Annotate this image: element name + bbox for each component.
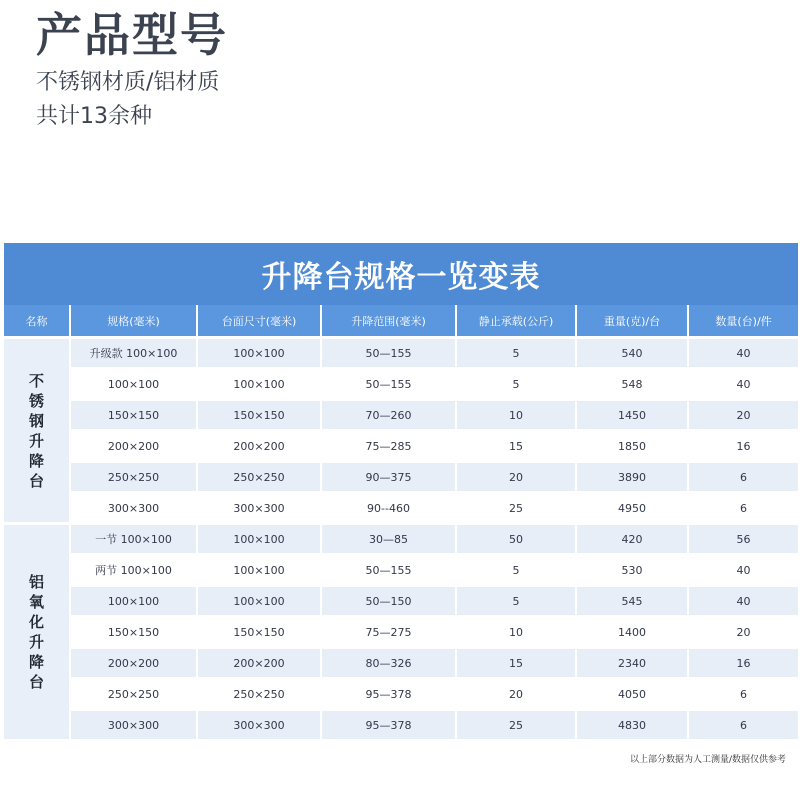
table-row xyxy=(4,679,798,710)
quantity-cell: 16 xyxy=(688,431,798,462)
surface-size-cell: 100×100 xyxy=(197,586,321,617)
surface-size-cell: 100×100 xyxy=(197,369,321,400)
table-row xyxy=(4,400,798,431)
static-load-cell: 20 xyxy=(456,679,576,710)
table-row xyxy=(4,617,798,648)
lift-range-cell: 95—378 xyxy=(321,679,456,710)
surface-size-cell: 200×200 xyxy=(197,431,321,462)
group-name: 不锈钢升降台 xyxy=(28,371,44,490)
spec-cell: 200×200 xyxy=(70,431,197,462)
quantity-cell: 40 xyxy=(688,555,798,586)
lift-range-cell: 90—375 xyxy=(321,462,456,493)
surface-size-cell: 100×100 xyxy=(197,338,321,369)
spec-cell: 150×150 xyxy=(70,400,197,431)
table-title: 升降台规格一览变表 xyxy=(4,243,798,305)
quantity-cell: 6 xyxy=(688,493,798,524)
quantity-cell: 6 xyxy=(688,679,798,710)
table-row xyxy=(4,431,798,462)
spec-cell: 升级款 100×100 xyxy=(70,338,197,369)
static-load-cell: 5 xyxy=(456,338,576,369)
spec-cell: 100×100 xyxy=(70,586,197,617)
surface-size-cell: 300×300 xyxy=(197,710,321,740)
quantity-cell: 6 xyxy=(688,462,798,493)
material-subtitle: 不锈钢材质/铝材质 xyxy=(36,70,220,95)
column-header-quantity: 数量(台)/件 xyxy=(688,305,798,338)
static-load-cell: 25 xyxy=(456,493,576,524)
table-row xyxy=(4,493,798,524)
table-row xyxy=(4,555,798,586)
table-row xyxy=(4,648,798,679)
static-load-cell: 20 xyxy=(456,462,576,493)
weight-cell: 1400 xyxy=(576,617,688,648)
table-row xyxy=(4,710,798,740)
quantity-cell: 20 xyxy=(688,400,798,431)
static-load-cell: 5 xyxy=(456,555,576,586)
spec-cell: 一节 100×100 xyxy=(70,524,197,555)
lift-range-cell: 50—155 xyxy=(321,555,456,586)
weight-cell: 4830 xyxy=(576,710,688,740)
static-load-cell: 10 xyxy=(456,617,576,648)
surface-size-cell: 250×250 xyxy=(197,462,321,493)
column-header-static-load: 静止承载(公斤) xyxy=(456,305,576,338)
column-header-lift-range: 升降范围(毫米) xyxy=(321,305,456,338)
table-row xyxy=(4,462,798,493)
static-load-cell: 5 xyxy=(456,369,576,400)
weight-cell: 1850 xyxy=(576,431,688,462)
weight-cell: 530 xyxy=(576,555,688,586)
column-header-row xyxy=(4,305,798,338)
page-title: 产品型号 xyxy=(36,8,228,62)
static-load-cell: 10 xyxy=(456,400,576,431)
column-header-name: 名称 xyxy=(4,305,70,338)
group-name-cell xyxy=(4,524,70,740)
lift-range-cell: 75—275 xyxy=(321,617,456,648)
weight-cell: 540 xyxy=(576,338,688,369)
surface-size-cell: 250×250 xyxy=(197,679,321,710)
weight-cell: 548 xyxy=(576,369,688,400)
spec-cell: 两节 100×100 xyxy=(70,555,197,586)
lift-range-cell: 50—155 xyxy=(321,338,456,369)
weight-cell: 2340 xyxy=(576,648,688,679)
quantity-cell: 20 xyxy=(688,617,798,648)
surface-size-cell: 100×100 xyxy=(197,555,321,586)
spec-cell: 200×200 xyxy=(70,648,197,679)
table-row xyxy=(4,586,798,617)
column-header-spec: 规格(毫米) xyxy=(70,305,197,338)
quantity-cell: 40 xyxy=(688,369,798,400)
static-load-cell: 15 xyxy=(456,431,576,462)
spec-cell: 300×300 xyxy=(70,493,197,524)
surface-size-cell: 200×200 xyxy=(197,648,321,679)
weight-cell: 4950 xyxy=(576,493,688,524)
static-load-cell: 25 xyxy=(456,710,576,740)
surface-size-cell: 150×150 xyxy=(197,400,321,431)
spec-cell: 300×300 xyxy=(70,710,197,740)
surface-size-cell: 300×300 xyxy=(197,493,321,524)
spec-cell: 100×100 xyxy=(70,369,197,400)
quantity-cell: 16 xyxy=(688,648,798,679)
table-body xyxy=(4,338,798,740)
lift-range-cell: 30—85 xyxy=(321,524,456,555)
lift-range-cell: 90-‑460 xyxy=(321,493,456,524)
lift-range-cell: 50—155 xyxy=(321,369,456,400)
footnote: 以上部分数据为人工测量/数据仅供参考 xyxy=(629,755,786,765)
spec-table xyxy=(4,243,798,739)
table-row xyxy=(4,338,798,369)
group-name-cell xyxy=(4,338,70,524)
lift-range-cell: 50—150 xyxy=(321,586,456,617)
count-subtitle: 共计13余种 xyxy=(36,104,152,129)
static-load-cell: 50 xyxy=(456,524,576,555)
table-row xyxy=(4,524,798,555)
lift-range-cell: 80—326 xyxy=(321,648,456,679)
weight-cell: 4050 xyxy=(576,679,688,710)
weight-cell: 545 xyxy=(576,586,688,617)
group-name: 铝氧化升降台 xyxy=(28,573,44,691)
quantity-cell: 6 xyxy=(688,710,798,740)
column-header-weight: 重量(克)/台 xyxy=(576,305,688,338)
surface-size-cell: 100×100 xyxy=(197,524,321,555)
lift-range-cell: 75—285 xyxy=(321,431,456,462)
surface-size-cell: 150×150 xyxy=(197,617,321,648)
weight-cell: 1450 xyxy=(576,400,688,431)
lift-range-cell: 70—260 xyxy=(321,400,456,431)
table-row xyxy=(4,369,798,400)
lift-range-cell: 95—378 xyxy=(321,710,456,740)
spec-cell: 150×150 xyxy=(70,617,197,648)
static-load-cell: 5 xyxy=(456,586,576,617)
quantity-cell: 40 xyxy=(688,338,798,369)
spec-cell: 250×250 xyxy=(70,679,197,710)
static-load-cell: 15 xyxy=(456,648,576,679)
column-header-surface-size: 台面尺寸(毫米) xyxy=(197,305,321,338)
quantity-cell: 56 xyxy=(688,524,798,555)
weight-cell: 3890 xyxy=(576,462,688,493)
weight-cell: 420 xyxy=(576,524,688,555)
quantity-cell: 40 xyxy=(688,586,798,617)
spec-cell: 250×250 xyxy=(70,462,197,493)
